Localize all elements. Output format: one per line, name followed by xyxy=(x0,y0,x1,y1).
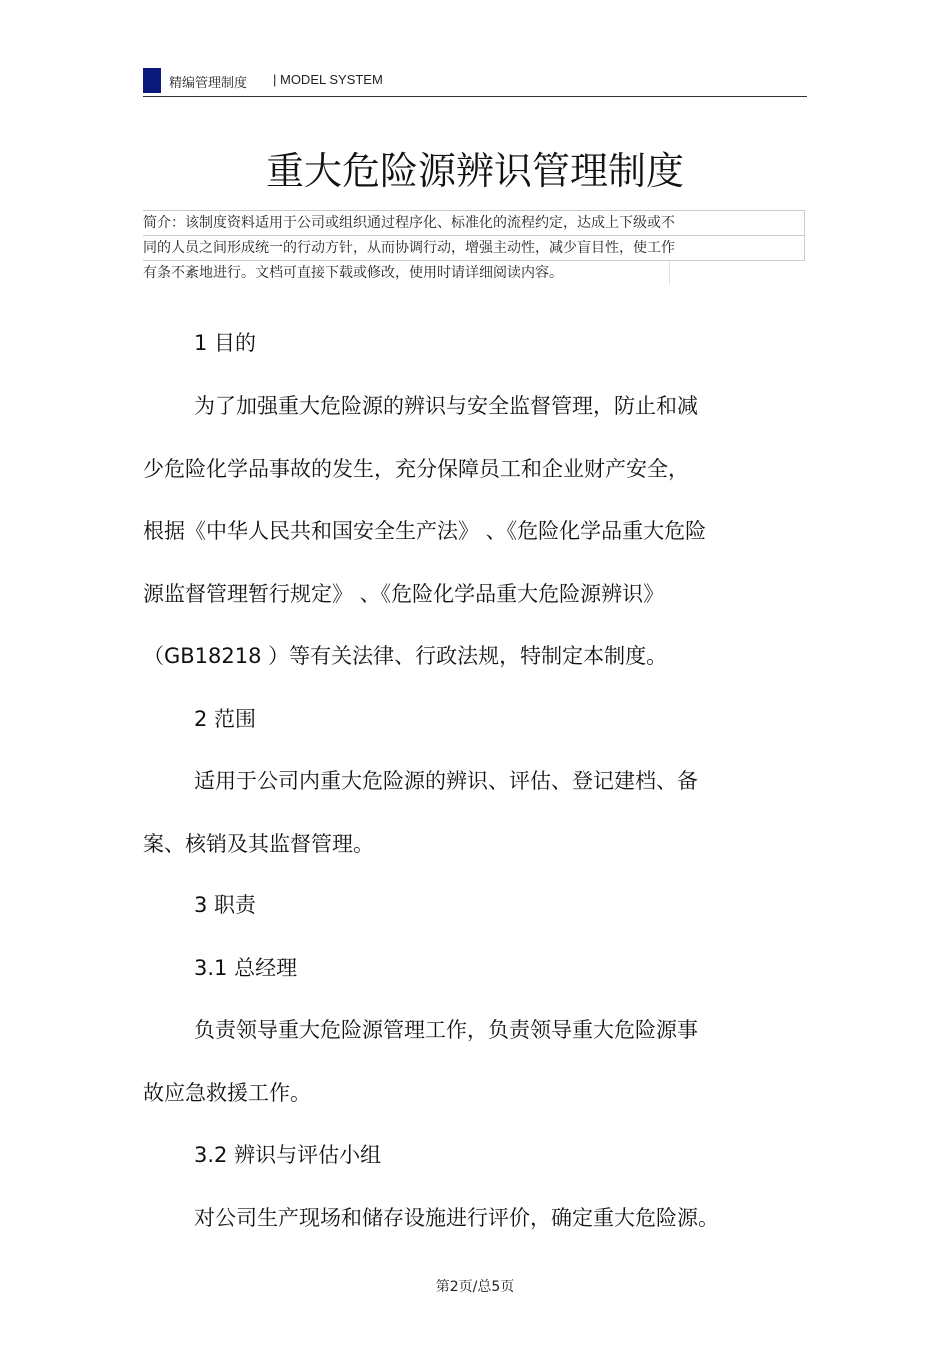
section-3-2-paragraph-line: 对公司生产现场和储存设施进行评价，确定重大危险源。 xyxy=(194,1206,719,1230)
section-1-paragraph-line: 少危险化学品事故的发生，充分保障员工和企业财产安全， xyxy=(143,457,689,481)
section-1-paragraph-line: 为了加强重大危险源的辨识与安全监督管理，防止和减 xyxy=(194,394,698,418)
summary-line-3: 有条不紊地进行。文档可直接下载或修改，使用时请详细阅读内容。 xyxy=(143,261,670,285)
section-3-heading: 3 职责 xyxy=(194,893,257,917)
section-1-heading: 1 目的 xyxy=(194,331,257,355)
header-model-system: | MODEL SYSTEM xyxy=(273,72,383,87)
logo-icon xyxy=(143,68,161,93)
section-1-paragraph-line: 根据《中华人民共和国安全生产法》 、《危险化学品重大危险 xyxy=(143,519,707,543)
section-2-heading: 2 范围 xyxy=(194,707,257,731)
summary-line-1: 简介：该制度资料适用于公司或组织通过程序化、标准化的流程约定，达成上下级或不 xyxy=(143,210,805,235)
section-2-paragraph-line: 案、核销及其监督管理。 xyxy=(143,832,374,856)
page-number: 第2页/总5页 xyxy=(435,1279,515,1295)
summary-box xyxy=(143,210,805,285)
section-3-1-paragraph-line: 负责领导重大危险源管理工作，负责领导重大危险源事 xyxy=(194,1018,698,1042)
page-header xyxy=(143,66,807,97)
header-brand: 精编管理制度 xyxy=(169,76,248,91)
section-1-paragraph-line: 源监督管理暂行规定》 、《危险化学品重大危险源辨识》 xyxy=(143,582,665,606)
section-3-1-heading: 3.1 总经理 xyxy=(194,956,298,980)
section-2-paragraph-line: 适用于公司内重大危险源的辨识、评估、登记建档、备 xyxy=(194,769,698,793)
section-3-1-paragraph-line: 故应急救援工作。 xyxy=(143,1081,311,1105)
document-title: 重大危险源辨识管理制度 xyxy=(265,149,684,193)
summary-line-2: 同的人员之间形成统一的行动方针，从而协调行动，增强主动性，减少盲目性，使工作 xyxy=(143,235,805,261)
section-3-2-heading: 3.2 辨识与评估小组 xyxy=(194,1143,382,1167)
section-1-paragraph-line: （GB18218 ）等有关法律、行政法规，特制定本制度。 xyxy=(143,644,668,668)
